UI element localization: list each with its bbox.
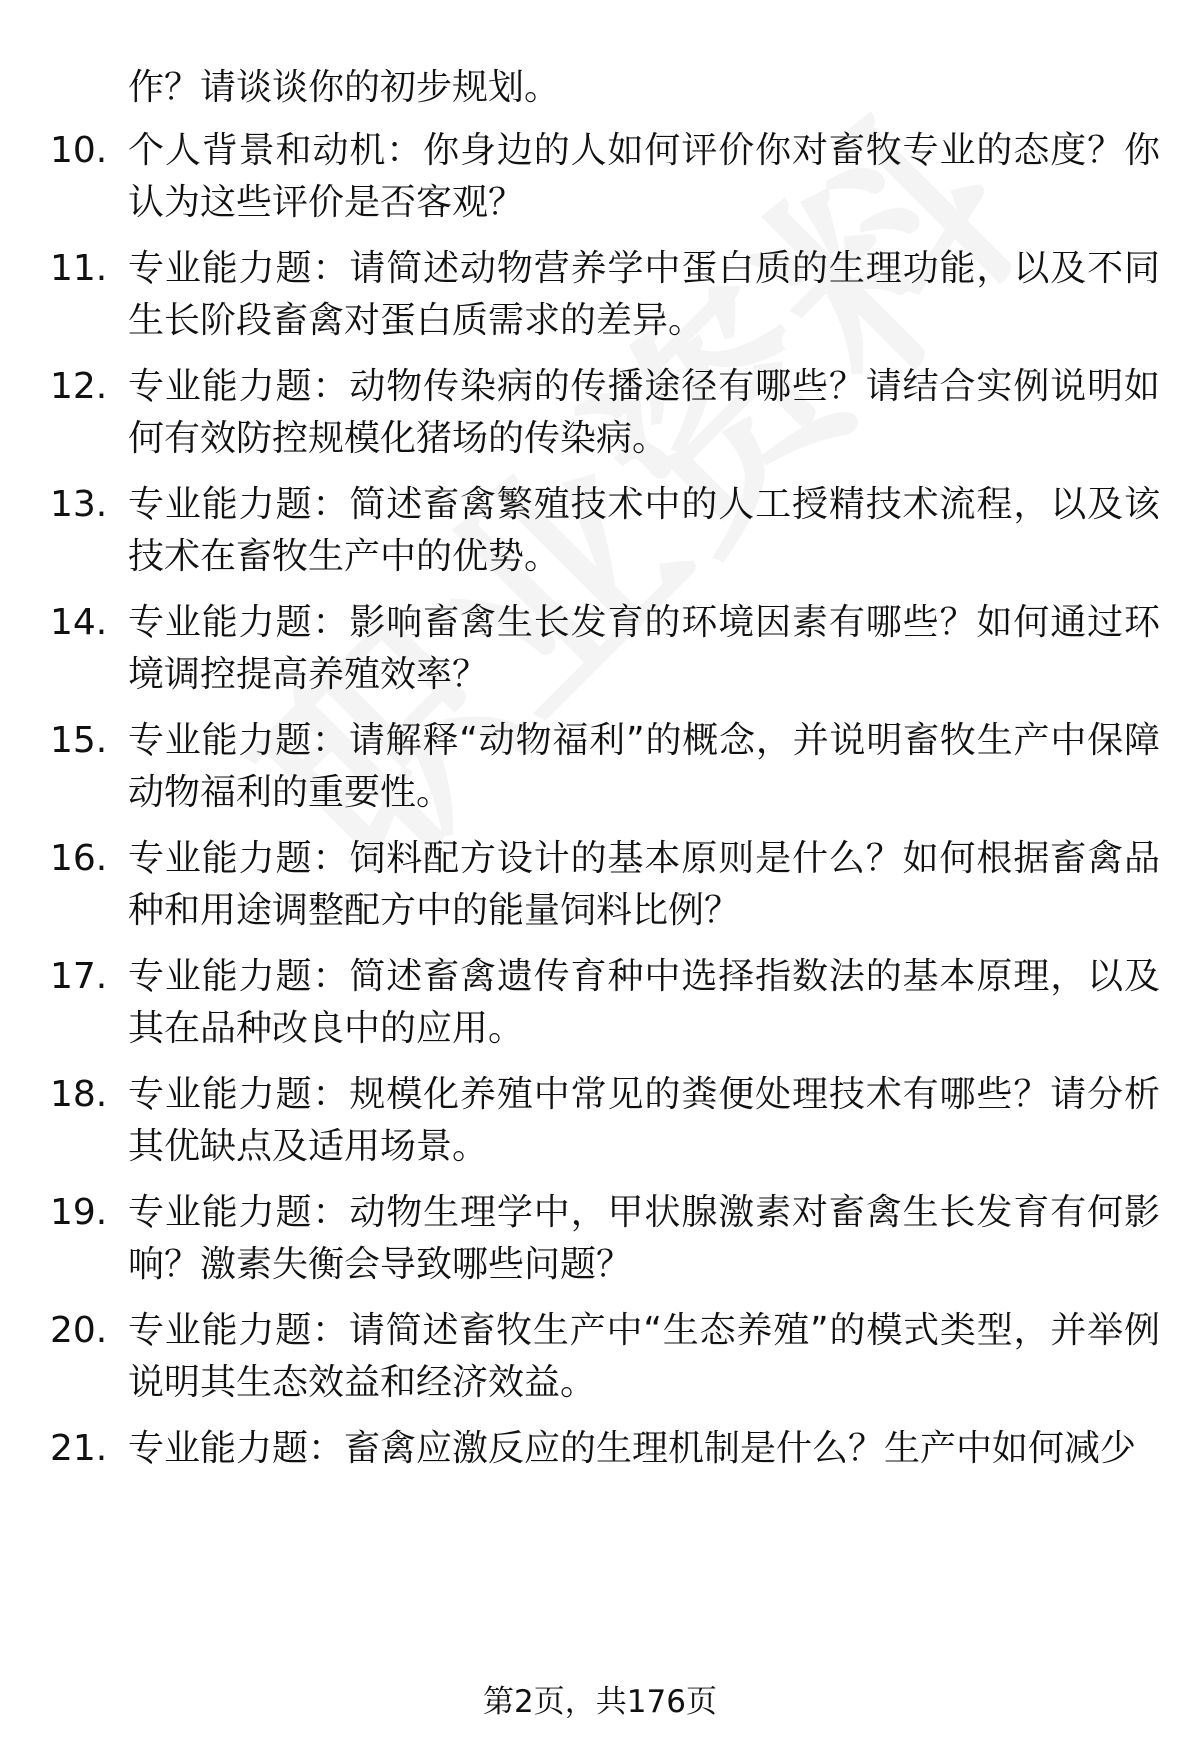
question-item-14 [50, 597, 1160, 717]
question-item-12 [50, 361, 1160, 481]
question-text: 专业能力题：请简述畜牧生产中“生态养殖”的模式类型，并举例说明其生态效益和经济效益。 [128, 1310, 1160, 1403]
question-text: 专业能力题：请简述动物营养学中蛋白质的生理功能，以及不同生长阶段畜禽对蛋白质需求的差异。 [128, 248, 1160, 341]
question-item-15 [50, 715, 1160, 835]
question-text: 专业能力题：畜禽应激反应的生理机制是什么？生产中如何减少 [128, 1428, 1137, 1469]
question-number: 14. [50, 602, 108, 643]
question-number: 20. [50, 1310, 108, 1351]
continued-text: 作？请谈谈你的初步规划。 [128, 67, 561, 108]
page-footer: 第2页，共176页 [483, 1684, 717, 1720]
question-item-13 [50, 479, 1160, 599]
question-number: 15. [50, 720, 108, 761]
question-text: 专业能力题：动物传染病的传播途径有哪些？请结合实例说明如何有效防控规模化猪场的传染病。 [128, 366, 1160, 459]
question-number: 12. [50, 366, 108, 407]
question-text: 专业能力题：影响畜禽生长发育的环境因素有哪些？如何通过环境调控提高养殖效率？ [128, 602, 1160, 695]
question-number: 19. [50, 1192, 108, 1233]
question-text: 个人背景和动机：你身边的人如何评价你对畜牧专业的态度？你认为这些评价是否客观？ [128, 130, 1160, 223]
question-text: 专业能力题：简述畜禽遗传育种中选择指数法的基本原理，以及其在品种改良中的应用。 [128, 956, 1160, 1049]
question-number: 11. [50, 248, 108, 289]
question-text: 专业能力题：简述畜禽繁殖技术中的人工授精技术流程，以及该技术在畜牧生产中的优势。 [128, 484, 1160, 577]
question-text: 专业能力题：动物生理学中，甲状腺激素对畜禽生长发育有何影响？激素失衡会导致哪些问题？ [128, 1192, 1160, 1285]
question-item-20 [50, 1305, 1160, 1425]
question-item-17 [50, 951, 1160, 1071]
question-number: 21. [50, 1428, 108, 1469]
question-number: 16. [50, 838, 108, 879]
question-item-10 [50, 125, 1160, 245]
question-text: 专业能力题：规模化养殖中常见的粪便处理技术有哪些？请分析其优缺点及适用场景。 [128, 1074, 1160, 1167]
question-item-11 [50, 243, 1160, 363]
question-item-19 [50, 1187, 1160, 1307]
question-number: 10. [50, 130, 108, 171]
question-text: 专业能力题：饲料配方设计的基本原则是什么？如何根据畜禽品种和用途调整配方中的能量饲料比例？ [128, 838, 1160, 931]
question-number: 13. [50, 484, 108, 525]
question-item-16 [50, 833, 1160, 953]
question-item-21 [50, 1423, 1160, 1483]
question-number: 18. [50, 1074, 108, 1115]
question-number: 17. [50, 956, 108, 997]
question-item-18 [50, 1069, 1160, 1189]
question-text: 专业能力题：请解释“动物福利”的概念，并说明畜牧生产中保障动物福利的重要性。 [128, 720, 1160, 813]
